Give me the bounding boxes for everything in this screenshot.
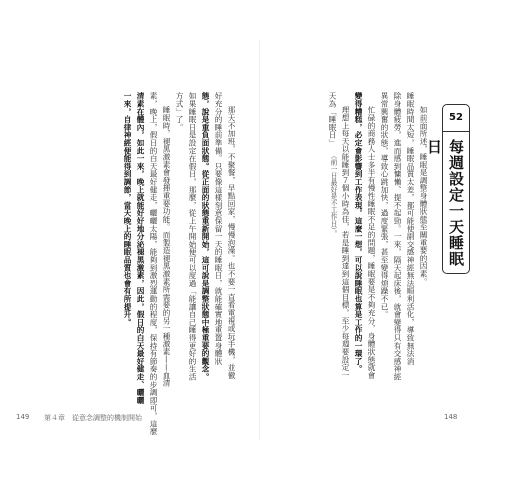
left-line-8 — [136, 92, 145, 404]
left-line-3 — [201, 92, 210, 381]
chapter-heading-box — [425, 104, 470, 274]
left-line-3-text: 態，說是重負面狀態。從正面的狀態重新開始，這可說是調整狀態中極重要的觀念。 — [201, 92, 210, 381]
left-line-6: 睡眠時，褪黑激素會發揮重要功能。而製造褪黑激素所需要的另一種激素——血清 — [162, 106, 171, 387]
running-head: 第４章 從意念調整的機制開始 — [44, 414, 142, 422]
left-line-1: 那天不加班，不聚餐，早點回家，慢慢泡澡。也不要一直看電視或玩手機，並徹 — [227, 106, 236, 379]
right-line-8: 天為「睡眠日」 — [328, 92, 337, 147]
chapter-title: 每週設定一天睡眠日 — [425, 139, 465, 267]
page-number-left: 149 — [16, 413, 30, 421]
right-page — [260, 0, 520, 500]
right-line-1: 如前面所述，睡眠是調整身體狀態至關重要的因素。 — [419, 106, 428, 286]
right-line-5: 忙碌的商務人士多半有慢性睡眠不足的問題，睡眠要是不夠充分，身體狀態就會 — [367, 106, 376, 379]
left-line-4: 如果睡眠日是設定在假日，那麼，從上午開始便可以度過「能讓自己睡得更好的生活 — [188, 92, 197, 381]
right-line-4: 異常興奮的狀態，導致心跳加快，過度緊張，甚至變得煩躁不已。 — [380, 92, 389, 319]
right-line-9: （前一日最好是不工作日）。 — [329, 152, 337, 238]
right-line-6-text: 變得糟糕，必定會影響到工作表現，這麼一想，可以說睡眠也算是工作的一環了。 — [354, 92, 363, 373]
right-line-7: 理想上每天以能睡到７個小時為佳，若是睡到達到這個目標，至少每週要設定一 — [341, 106, 350, 379]
left-line-7: 素，晚上，假日的白天最好健走，曬曬太陽，能夠到激烈運動的程度，保持有節奏的步調即可，這麼 — [149, 92, 158, 436]
left-line-9 — [123, 92, 132, 326]
left-line-2: 好充分的睡前準備。只要像這樣刻意保留一天的睡眠日，就能確實地重置身體狀 — [214, 92, 223, 365]
page-number-right: 148 — [444, 413, 458, 421]
left-line-9-text: 一來，自律神經便能得到調節，當天晚上的睡眠品質也會有所提升。 — [123, 92, 132, 326]
right-line-6 — [354, 92, 363, 373]
right-line-2: 睡眠時間太短，睡眠品質太差，都可能使副交感神經無法順利活化，導致無法消 — [406, 92, 415, 365]
chapter-number: 52 — [443, 105, 469, 132]
left-line-5: 方式」了。 — [175, 92, 184, 131]
left-line-8-text: 清素在體內，如此一來，晚上就能好好地分泌褪黑激素，因此，假日的白天最好健走、曬曬 — [136, 92, 145, 404]
right-line-3: 除身體疲勞，進而感到慵懶、提不起勁。一來，隔天起床後，就會變得只有交感神經 — [393, 92, 402, 381]
